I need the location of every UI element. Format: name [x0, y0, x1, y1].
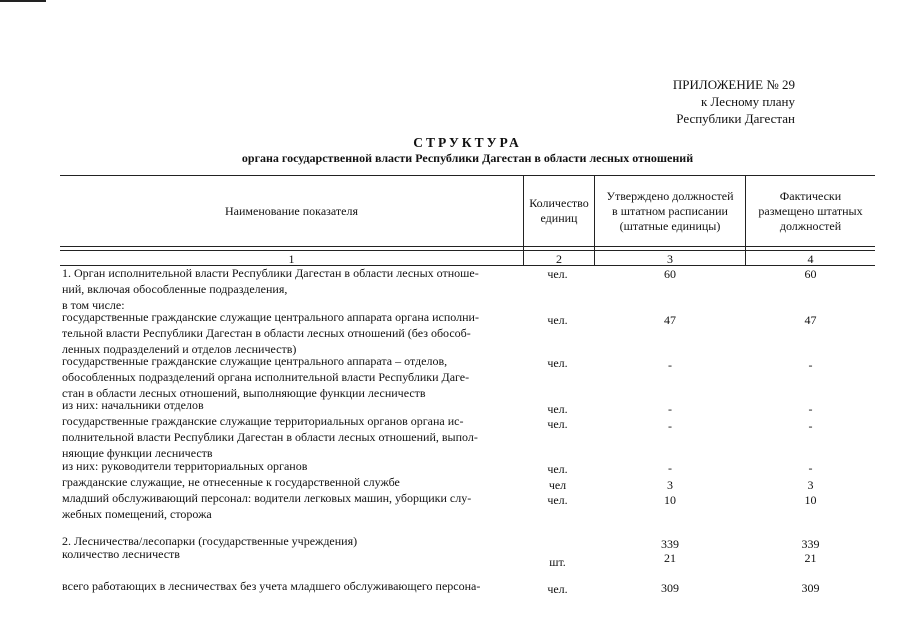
- appendix-region: Республики Дагестан: [676, 111, 795, 126]
- row-text-territorial-bodies: государственные гражданские служащие территориальных органов органа ис- полнительной власти Республики Дагестан в области лесных отношений, выпол- няющие функции лесничеств: [62, 414, 478, 460]
- row-approved-territorial-heads: -: [668, 461, 672, 475]
- row-text-forestry-count: количество лесничеств: [62, 547, 180, 561]
- row-approved-central-office: 47: [664, 313, 676, 327]
- row-text-junior-staff: младший обслуживающий персонал: водители легковых машин, уборщики слу- жебных помещений, сторожа: [62, 491, 472, 521]
- row-actual-territorial-bodies: -: [808, 419, 813, 433]
- column-number-1: 1: [288, 252, 295, 266]
- row-unit-departments: чел.: [547, 356, 568, 370]
- row-unit-junior-staff: чел.: [547, 493, 568, 507]
- table-top-border: [60, 175, 875, 176]
- header-indicator-name: Наименование показателя: [225, 203, 358, 218]
- appendix-reference: к Лесному плану: [700, 94, 795, 109]
- column-number-3: 3: [667, 252, 673, 266]
- header-approved-positions: Утверждено должностей в штатном расписании (штатные единицы): [606, 188, 734, 233]
- row-unit-territorial-heads: чел.: [547, 462, 568, 476]
- header-unit-count: Количество единиц: [529, 196, 589, 225]
- header-bottom-border: [60, 246, 875, 247]
- column-number-2: 2: [556, 252, 562, 266]
- row-actual-org-total: 60: [804, 267, 817, 281]
- colnum-top-border: [60, 250, 875, 251]
- row-text-departments: государственные гражданские служащие центрального аппарата – отделов, обособленных подразделений органа исполнительной власти Республики Даге- стан в области лесных отношений, выполняющие функции лесничеств: [62, 354, 470, 400]
- document-title: СТРУКТУРА: [413, 135, 522, 150]
- row-unit-central-office: чел.: [547, 313, 568, 327]
- row-text-department-heads: из них: начальники отделов: [62, 398, 204, 412]
- row-unit-non-state-servants: чел: [548, 478, 567, 492]
- row-text-forestry-employees: всего работающих в лесничествах без учета младшего обслуживающего персона-: [62, 579, 481, 593]
- row-text-forestries: 2. Лесничества/лесопарки (государственные учреждения): [62, 534, 358, 548]
- column-number-4: 4: [807, 252, 814, 266]
- row-unit-territorial-bodies: чел.: [547, 417, 568, 431]
- row-actual-territorial-heads: -: [808, 461, 813, 475]
- row-approved-forestry-count: 21: [664, 551, 676, 565]
- row-approved-forestries: 339: [661, 537, 679, 551]
- top-edge-line: [0, 0, 46, 2]
- row-approved-junior-staff: 10: [664, 493, 676, 507]
- row-text-central-office: государственные гражданские служащие центрального аппарата органа исполни- тельной власти Республики Дагестан в области лесных отношений (без обособ- ленных подразделений и отделов лесничеств): [62, 310, 479, 356]
- row-actual-forestry-employees: 309: [801, 581, 820, 595]
- row-approved-departments: -: [668, 358, 672, 372]
- row-actual-forestries: 339: [801, 537, 820, 551]
- appendix-number: ПРИЛОЖЕНИЕ № 29: [672, 77, 795, 92]
- row-unit-forestry-count: шт.: [549, 555, 566, 569]
- row-text-territorial-heads: из них: руководители территориальных органов: [62, 459, 308, 473]
- row-text-org-total: 1. Орган исполнительной власти Республики Дагестан в области лесных отноше- ний, включая обособленные подразделения, в том числе:: [62, 266, 479, 312]
- row-actual-junior-staff: 10: [804, 493, 817, 507]
- row-actual-forestry-count: 21: [804, 551, 817, 565]
- row-approved-department-heads: -: [668, 402, 672, 416]
- row-approved-org-total: 60: [664, 267, 676, 281]
- row-text-non-state-servants: гражданские служащие, не отнесенные к государственной службе: [62, 475, 400, 489]
- row-unit-forestry-employees: чел.: [547, 582, 568, 596]
- row-unit-org-total: чел.: [547, 267, 568, 281]
- row-unit-department-heads: чел.: [547, 402, 568, 416]
- row-actual-departments: -: [808, 358, 813, 372]
- appendix-header: [673, 76, 795, 127]
- row-actual-department-heads: -: [808, 402, 813, 416]
- header-actual-positions: Фактически размещено штатных должностей: [758, 188, 863, 233]
- row-actual-non-state-servants: 3: [807, 478, 814, 492]
- row-approved-territorial-bodies: -: [668, 419, 672, 433]
- row-approved-non-state-servants: 3: [667, 478, 673, 492]
- row-actual-central-office: 47: [804, 313, 817, 327]
- document-subtitle: органа государственной власти Республики Дагестан в области лесных отношений: [241, 151, 694, 165]
- row-approved-forestry-employees: 309: [661, 581, 679, 595]
